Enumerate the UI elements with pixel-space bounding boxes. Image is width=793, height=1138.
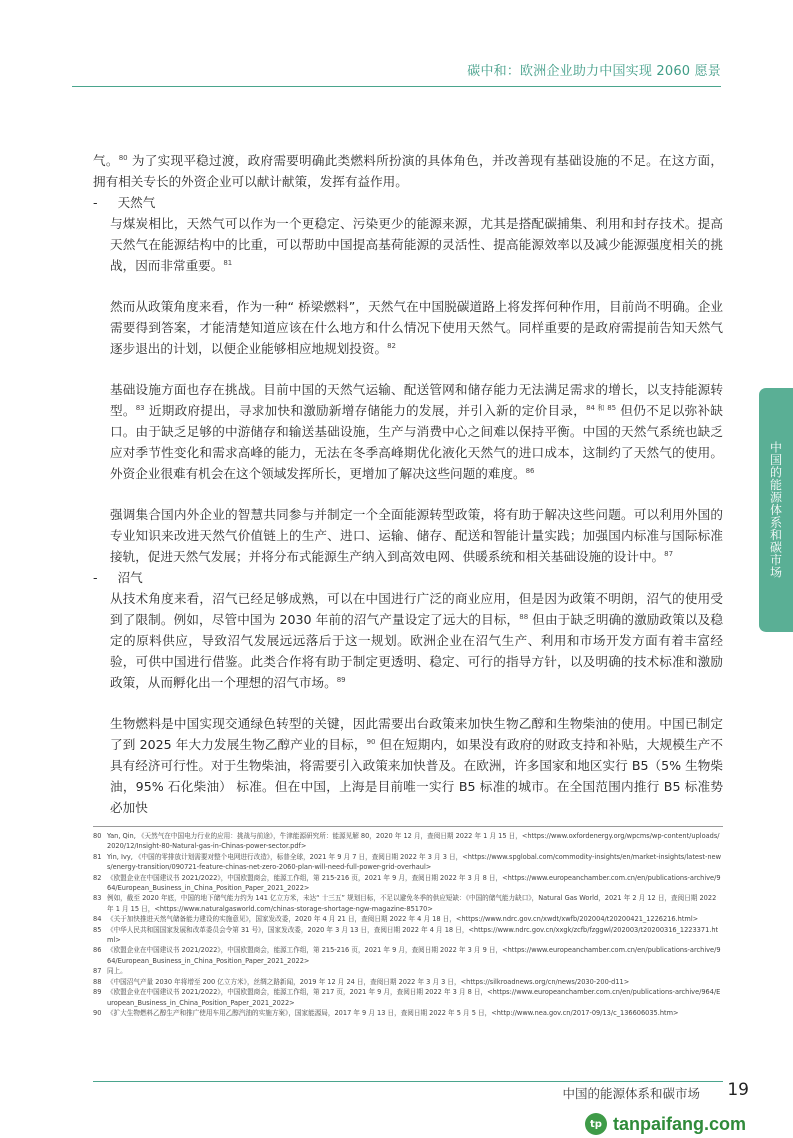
- paragraph-biofuel-1: 生物燃料是中国实现交通绿色转型的关键，因此需要出台政策来加快生物乙醇和生物柴油的使用。中国已制定了到 2025 年大力发展生物乙醇产业的目标，$^{90}$ 但在短期内，如果没有政府的财政支持和补贴，大规模生产不具有经济可行性。对于生物柴油，将需要引入政策来加快普及。在欧洲，许多国家和地区实行 B5（5% 生物柴油，95% 石化柴油） 标准。但在中国，上海是目前唯一实行 B5 标准的城市。在全国范围内推行 B5 标准势必加快: [110, 716, 723, 815]
- header-divider: [72, 86, 721, 87]
- page-number: 19: [727, 1080, 749, 1100]
- footnote-item: 90 《扩大生物燃料乙醇生产和推广使用车用乙醇汽油的实施方案》，国家能源局，2017 年 9 月 13 日，查阅日期 2022 年 5 月 5 日，<http://www.nea.gov.cn/2017-09/13/c_136606035.htm>: [93, 1008, 679, 1017]
- footnote-item: 88 《中国沼气产量 2030 年将增至 200 亿立方米》，丝绸之路新闻，2019 年 12 月 24 日，查阅日期 2022 年 3 月 3 日，<https://silkroadnews.org/cn/news/2030-200-d11>: [93, 977, 630, 986]
- body-text: [93, 150, 723, 818]
- footnote-ref: 89: [336, 675, 346, 684]
- footnote-ref: 90: [366, 737, 376, 746]
- footnote-ref: 83: [135, 403, 145, 412]
- footnote-item: 86 《欧盟企业在中国建议书 2021/2022》，中国欧盟商会，能源工作组，第 215-216 页，2021 年 9 月，查阅日期 2022 年 3 月 9 日，<https://www.europeanchamber.com.cn/en/publications-archive/964/European_Business_in_China_Position_Paper_2021_2022>: [93, 946, 721, 965]
- watermark-text: tanpaifang.com: [613, 1113, 747, 1134]
- footnote-divider: [93, 826, 723, 827]
- leaf-logo-icon: tp: [585, 1113, 607, 1135]
- paragraph-gas-4: 强调集合国内外企业的智慧共同参与并制定一个全面能源转型政策，将有助于解决这些问题。可以利用外国的专业知识来改进天然气价值链上的生产、进口、运输、储存、配送和智能计量实践；加强国内标准与国际标准接轨，促进天然气发展；并将分布式能源生产纳入到高效电网、供暖系统和相关基础设施的设计中。$^{87}$: [110, 507, 723, 564]
- footnote-item: 89 《欧盟企业在中国建议书 2021/2022》，中国欧盟商会，能源工作组，第 217 页，2021 年 9 月，查阅日期 2022 年 3 月 8 日，<https://www.europeanchamber.com.cn/en/publications-archive/964/European_Business_in_China_Position_Paper_2021_2022>: [93, 988, 721, 1007]
- paragraph-gas-2: 然而从政策角度来看，作为一种“ 桥梁燃料”，天然气在中国脱碳道路上将发挥何种作用，目前尚不明确。企业需要得到答案，才能清楚知道应该在什么地方和什么情况下使用天然气。同样重要的是政府需提前告知天然气逐步退出的计划，以便企业能够相应地规划投资。$^{82}$: [110, 299, 723, 356]
- watermark-logo[interactable]: [585, 1110, 785, 1138]
- footnote-item: 81 Yin, Ivy, 《中国的零排放计划需要对整个电网进行改造》，标普全球，2021 年 9 月 7 日，查阅日期 2022 年 3 月 3 日，<https://www.spglobal.com/commodity-insights/en/market-insights/latest-news/energy-transition/090721-feature-chinas-net-zero-2060-plan-will-need-full-power-grid-overhaul>: [93, 852, 722, 872]
- paragraph-gas-1: 与煤炭相比，天然气可以作为一个更稳定、污染更少的能源来源，尤其是搭配碳捕集、利用和封存技术。提高天然气在能源结构中的比重，可以帮助中国提高基荷能源的灵活性、提高能源效率以及减少能源强度相关的挑战，因而非常重要。$^{81}$: [110, 216, 723, 273]
- footer-divider: [93, 1081, 723, 1082]
- footnote-ref: 84 和 85: [586, 403, 617, 412]
- footnote-ref: 87: [664, 549, 674, 558]
- footnote-ref: 82: [387, 341, 396, 350]
- section-heading-biogas: - 沼气: [93, 570, 143, 585]
- footnote-item: 85 《中华人民共和国国家发展和改革委员会令第 31 号》，国家发改委，2020 年 3 月 13 日，查阅日期 2022 年 4 月 18 日，<https://www.ndrc.gov.cn/xxgk/zcfb/fzggwl/202003/t20200316_1223371.html>: [93, 925, 719, 945]
- footnote-ref: 86: [525, 466, 535, 475]
- footnote-item: 83 例如，截至 2020 年底，中国的地下储气能力约为 141 亿立方米，未达“ 十三五” 规划目标，不足以避免冬季的供应短缺：《中国的储气能力缺口》，Natural Gas World，2021 年 2 月 12 日，查阅日期 2022 年 1 月 15 日，<https://www.naturalgasworld.com/chinas-storage-shortage-ngw-magazine-85170>: [93, 894, 717, 913]
- footnote-ref: 81: [223, 258, 233, 267]
- paragraph-intro: 气。$^{80}$ 为了实现平稳过渡，政府需要明确此类燃料所扮演的具体角色，并改善现有基础设施的不足。在这方面，拥有相关专长的外资企业可以献计献策，发挥有益作用。: [93, 153, 723, 189]
- footnote-item: 84 《关于加快推进天然气储备能力建设的实施意见》，国家发改委，2020 年 4 月 21 日，查阅日期 2022 年 4 月 18 日，<https://www.ndrc.gov.cn/xwdt/xwfb/202004/t20200421_1226216.html>: [93, 915, 699, 924]
- paragraph-gas-3: 基础设施方面也存在挑战。目前中国的天然气运输、配送管网和储存能力无法满足需求的增长，以支持能源转型。$^{83}$ 近期政府提出，寻求加快和激励新增存储能力的发展，并引入新的定价目录，$^{84 和 85}$ 但仍不足以弥补缺口。由于缺乏足够的中游储存和输送基础设施，生产与消费中心之间难以保持平衡。中国的天然气系统也缺乏应对季节性变化和需求高峰的能力，无法在冬季高峰期优化液化天然气的进口成本，这制约了天然气的使用。外资企业很难有机会在这个领域发挥所长，更增加了解决这些问题的难度。$^{86}$: [110, 382, 723, 481]
- footnote-item: 82 《欧盟企业在中国建议书 2021/2022》，中国欧盟商会，能源工作组，第 215-216 页，2021 年 9 月，查阅日期 2022 年 3 月 8 日，<https://www.europeanchamber.com.cn/en/publications-archive/964/European_Business_in_China_Position_Paper_2021_2022>: [93, 873, 721, 893]
- footnotes: [93, 831, 723, 1018]
- footnote-item: 87 同上。: [93, 967, 127, 976]
- footnote-item: 80 Yan, Qin, 《天然气在中国电力行业的应用：挑战与前途》，牛津能源研究所：能源见解 80，2020 年 12 月，查阅日期 2022 年 1 月 15 日，<https://www.oxfordenergy.org/wpcms/wp-content/uploads/2020/12/Insight-80-Natural-gas-in-Chinas-power-sector.pdf>: [93, 832, 720, 851]
- footnote-ref: 80: [118, 153, 128, 162]
- footer-section-label: 中国的能源体系和碳市场: [562, 1086, 700, 1101]
- header-title: 碳中和：欧洲企业助力中国实现 2060 愿景: [467, 64, 721, 79]
- paragraph-biogas-1: 从技术角度来看，沼气已经足够成熟，可以在中国进行广泛的商业应用，但是因为政策不明朗，沼气的使用受到了限制。例如，尽管中国为 2030 年前的沼气产量设定了远大的目标，$^{88}$ 但由于缺乏明确的激励政策以及稳定的原料供应，导致沼气发展远远落后于这一规划。欧洲企业在沼气生产、利用和市场开发方面有着丰富经验，可供中国进行借鉴。此类合作将有助于制定更透明、稳定、可行的指导方针，以及明确的技术标准和激励政策，从而孵化出一个理想的沼气市场。$^{89}$: [110, 591, 723, 690]
- side-section-tab-label: 中国的能源体系和碳市场: [768, 441, 783, 579]
- section-heading-natural-gas: - 天然气: [93, 195, 156, 210]
- footnote-ref: 88: [519, 612, 529, 621]
- side-section-tab: [759, 388, 793, 632]
